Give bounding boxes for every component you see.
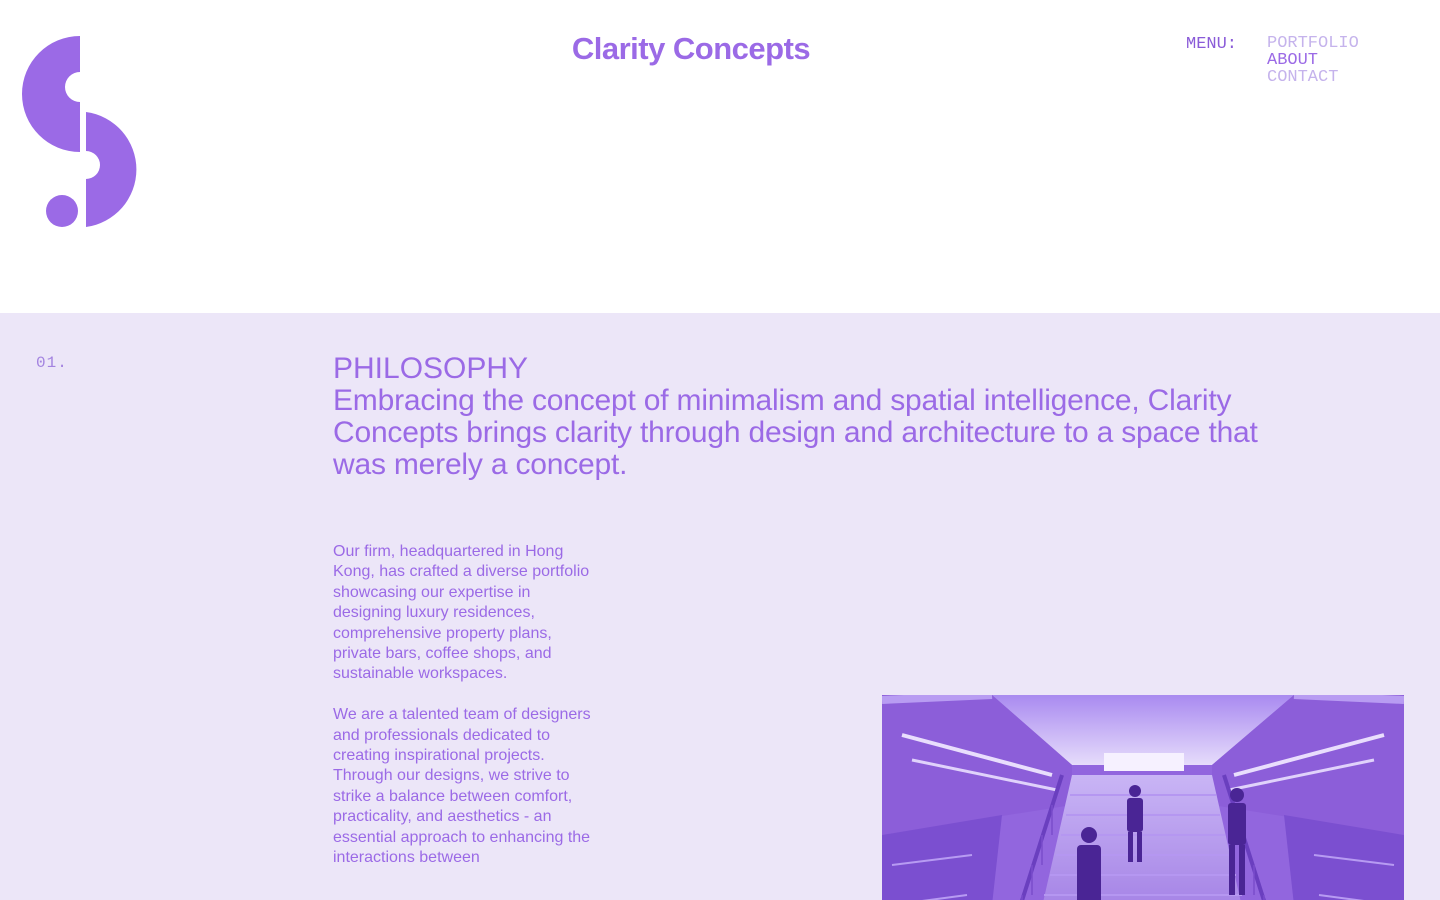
section-lead: Embracing the concept of minimalism and spatial intelligence, Clarity Concepts brings clarity through design and architecture to a space that was merely a concept. — [333, 384, 1258, 481]
team-photo-image — [882, 695, 1404, 900]
team-photo — [882, 695, 1404, 900]
brand-title[interactable]: Clarity Concepts — [571, 31, 811, 66]
philosophy-section — [0, 313, 1440, 900]
menu-item-portfolio[interactable]: PORTFOLIO — [1267, 34, 1359, 53]
section-title: PHILOSOPHY — [333, 352, 529, 385]
menu-item-contact[interactable]: CONTACT — [1267, 68, 1339, 87]
section-number: 01. — [36, 354, 68, 372]
main-menu — [1267, 35, 1359, 86]
menu-item-about[interactable]: ABOUT — [1267, 51, 1319, 70]
menu-label: MENU: — [1186, 35, 1238, 54]
body-copy — [333, 542, 595, 889]
body-paragraph-1: Our firm, headquartered in Hong Kong, has crafted a diverse portfolio showcasing our expertise in designing luxury residences, comprehensive property plans, private bars, coffee shops, and sustainable workspaces. — [333, 543, 590, 683]
body-paragraph-2: We are a talented team of designers and professionals dedicated to creating inspirational projects. Through our designs, we strive to strike a balance between comfort, practicality, and aesthetics - an essential approach to enhancing the interactions between — [333, 706, 591, 867]
site-header — [0, 0, 1440, 313]
